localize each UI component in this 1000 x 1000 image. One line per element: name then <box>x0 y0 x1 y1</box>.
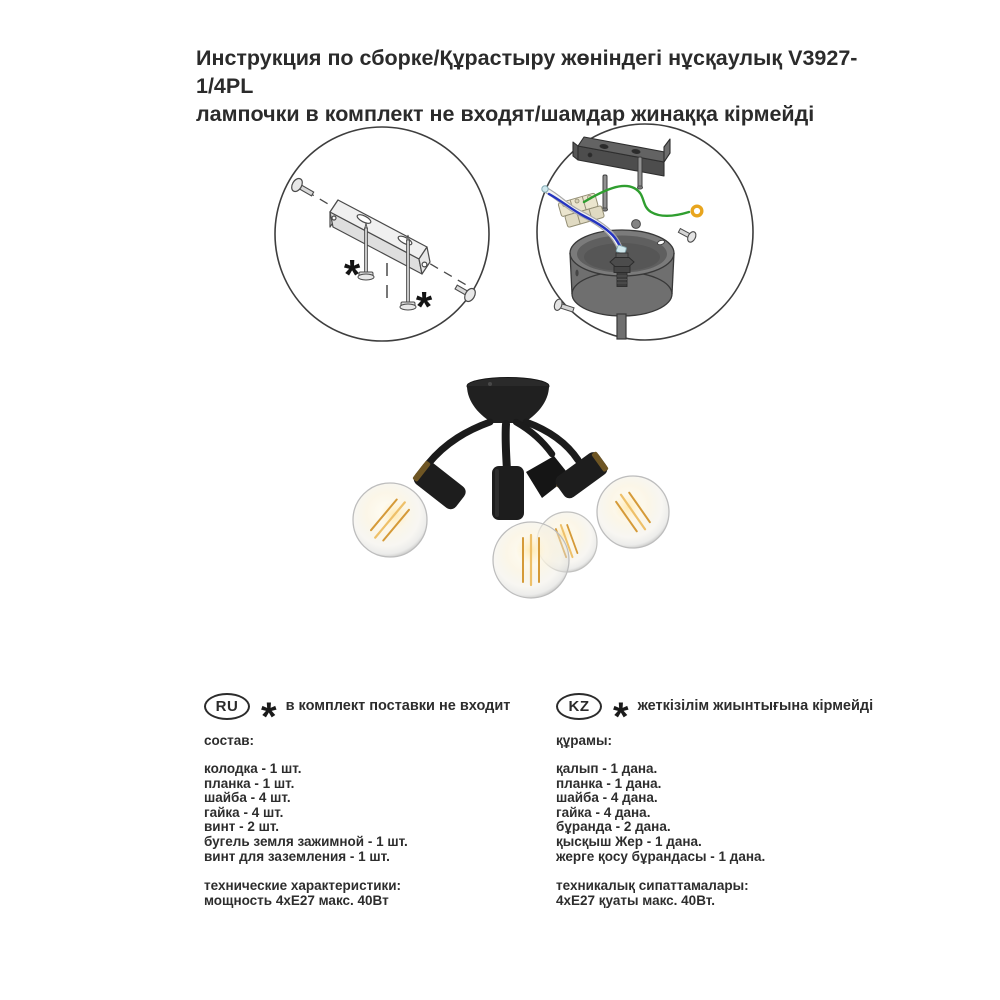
kz-list-title: құрамы: <box>556 733 613 748</box>
ru-parts-list <box>204 762 534 864</box>
part-item: шайба - 4 шт. <box>204 790 291 806</box>
part-item: гайка - 4 дана. <box>556 804 651 820</box>
ru-tech-line: мощность 4хЕ27 макс. 40Вт <box>204 893 389 909</box>
part-item: бугель земля зажимной - 1 шт. <box>204 833 408 849</box>
ru-language-badge: RU <box>204 693 250 720</box>
ru-list-title: состав: <box>204 733 254 748</box>
ceiling-canopy <box>467 378 549 424</box>
ru-header-row <box>204 691 534 739</box>
kz-section <box>556 691 886 908</box>
ru-tech-title: технические характеристики: <box>204 878 402 894</box>
part-item: гайка - 4 шт. <box>204 804 284 820</box>
page-title <box>196 44 906 128</box>
part-item: жерге қосу бұрандасы - 1 дана. <box>556 848 766 864</box>
canopy-wiring-diagram <box>532 120 756 344</box>
ru-not-included-note: в комплект поставки не входит <box>285 698 511 714</box>
part-item: қысқыш Жер - 1 дана. <box>556 833 702 849</box>
ceiling-bracket <box>573 137 670 176</box>
threaded-stud-1 <box>602 175 607 211</box>
kz-not-included-note: жеткізілім жиынтығына кірмейді <box>637 698 874 714</box>
side-screw-right-icon <box>677 225 698 243</box>
part-item: шайба - 4 дана. <box>556 790 658 806</box>
bracket-mounting-diagram <box>272 123 494 345</box>
not-included-asterisk: * <box>613 695 629 739</box>
part-item: планка - 1 дана. <box>556 775 662 791</box>
part-item: винт - 2 шт. <box>204 819 280 835</box>
part-item: бұранда - 2 дана. <box>556 819 671 835</box>
title-line-1: Инструкция по сборке/Құрастыру жөніндегі нұсқаулық V3927-1/4PL <box>196 46 858 98</box>
kz-tech-title: техникалық сипаттамалары: <box>556 878 749 894</box>
not-included-asterisk: * <box>415 283 433 330</box>
bulb-left <box>353 483 427 557</box>
threaded-stud-2 <box>637 157 642 189</box>
ring-terminal <box>692 206 702 216</box>
ru-section <box>204 691 534 908</box>
kz-language-badge: KZ <box>556 693 602 720</box>
part-item: планка - 1 шт. <box>204 775 295 791</box>
kz-header-row <box>556 691 886 739</box>
bulb-right <box>597 476 669 548</box>
side-screw-left-icon <box>553 298 575 315</box>
kz-parts-list <box>556 762 886 864</box>
screw-upper-left-icon <box>290 177 317 200</box>
not-included-asterisk: * <box>261 695 277 739</box>
socket-right <box>553 449 610 501</box>
product-photo-ceiling-lamp <box>330 372 692 624</box>
not-included-asterisk: * <box>343 251 361 298</box>
kz-tech-line: 4хЕ27 қуаты макс. 40Вт. <box>556 893 715 909</box>
title-line-2: лампочки в комплект не входят/шамдар жинаққа кірмейді <box>196 102 815 126</box>
bulb-front <box>493 522 569 598</box>
nut <box>632 220 641 229</box>
part-item: қалып - 1 дана. <box>556 761 658 776</box>
part-item: колодка - 1 шт. <box>204 761 302 776</box>
part-item: винт для заземления - 1 шт. <box>204 848 390 864</box>
downrod-stem <box>617 314 626 339</box>
